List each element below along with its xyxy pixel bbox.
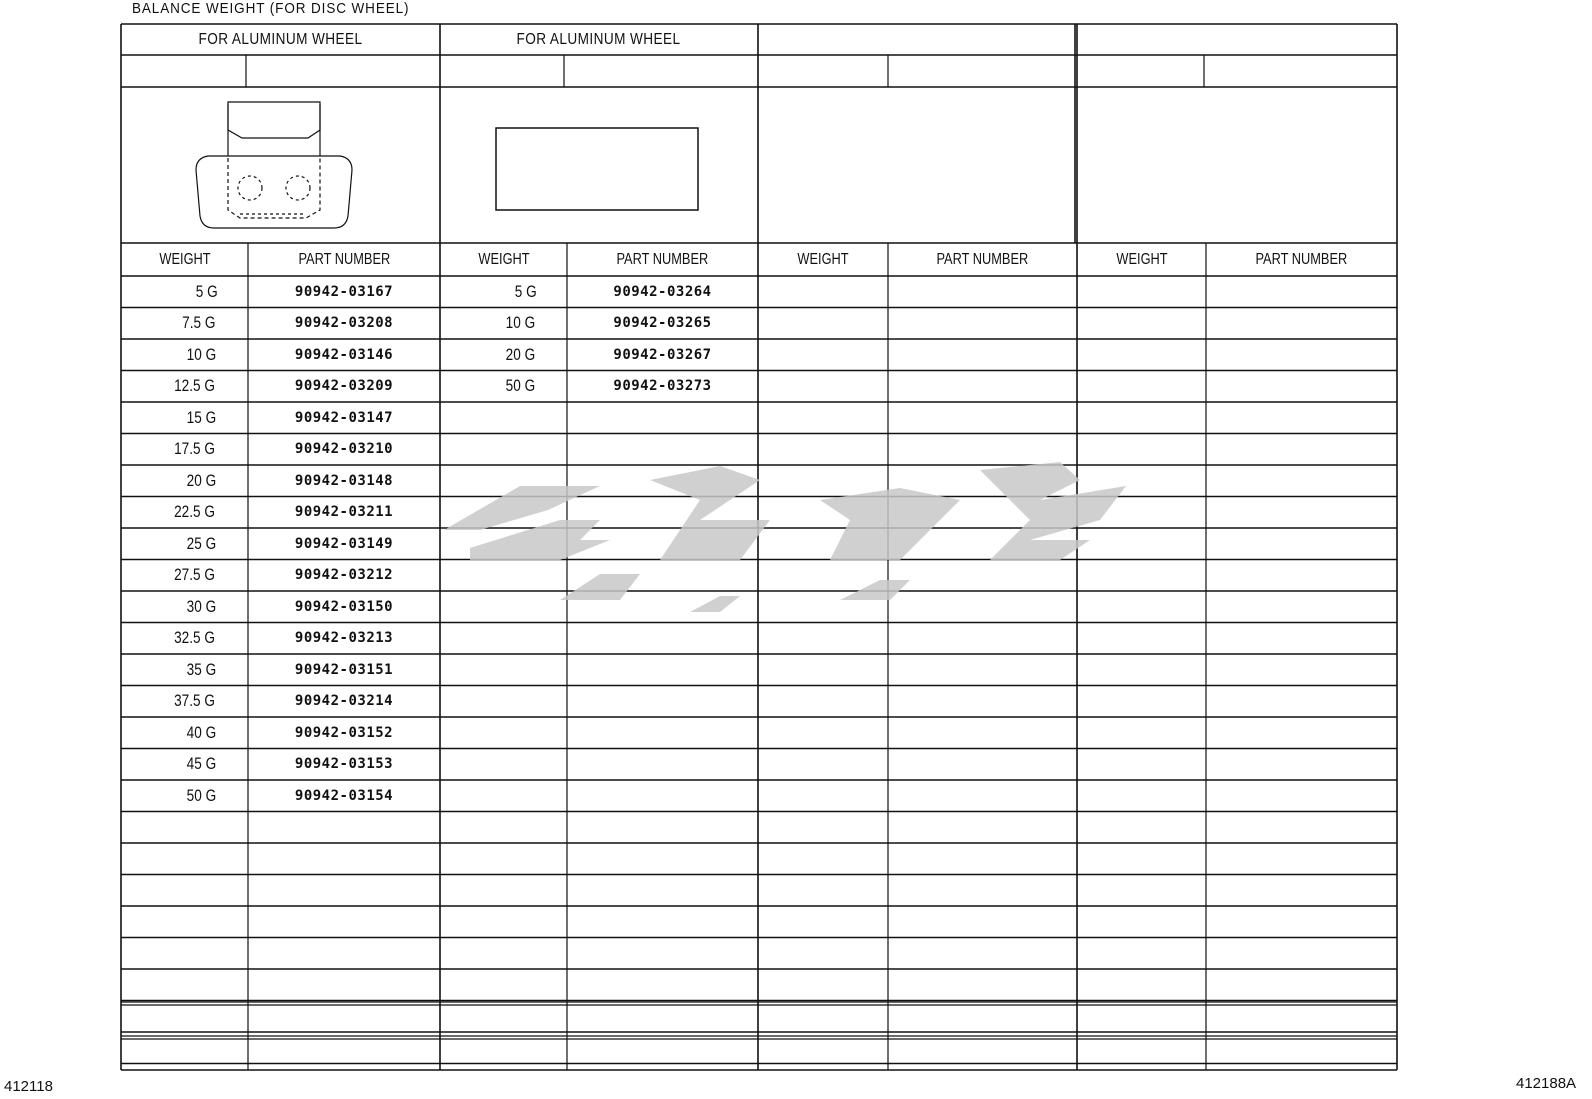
part-number-cell (248, 371, 440, 403)
part-number-cell (248, 591, 440, 623)
part-number-cell-text: 90942-03152 (294, 724, 394, 741)
group-header-text: FOR ALUMINUM WHEEL (198, 30, 363, 48)
weight-cell (440, 308, 539, 340)
weight-cell-text: 27.5 G (174, 565, 215, 585)
weight-cell (121, 434, 220, 466)
weight-cell (121, 591, 220, 623)
weight-cell (121, 717, 220, 749)
weight-cell-text: 22.5 G (174, 502, 215, 522)
part-number-cell-text: 90942-03267 (613, 346, 712, 363)
weight-cell-text: 40 G (186, 722, 217, 742)
adhesive-weight-drawing (496, 128, 698, 210)
part-number-cell-text: 90942-03208 (294, 315, 394, 332)
part-number-cell (248, 686, 440, 718)
weight-cell-text: 30 G (186, 596, 217, 616)
weight-cell (121, 749, 220, 781)
page-title: BALANCE WEIGHT (FOR DISC WHEEL) (132, 0, 410, 17)
part-number-cell (567, 308, 758, 340)
weight-cell-text: 17.5 G (174, 439, 215, 459)
part-number-cell (248, 654, 440, 686)
weight-cell-text: 5 G (195, 281, 218, 301)
weight-column-header-text: WEIGHT (1115, 250, 1168, 268)
weight-cell (121, 780, 220, 812)
weight-column-header-text: WEIGHT (477, 250, 530, 268)
part-number-cell-text: 90942-03147 (294, 409, 394, 426)
part-number-cell (248, 717, 440, 749)
weight-cell-text: 10 G (505, 313, 536, 333)
weight-cell-text: 15 G (186, 407, 217, 427)
part-number-cell (248, 465, 440, 497)
part-number-cell (248, 402, 440, 434)
weight-cell-text: 7.5 G (182, 313, 216, 333)
weight-cell (121, 276, 220, 308)
part-number-cell (248, 623, 440, 655)
weight-cell-text: 50 G (505, 376, 536, 396)
part-number-column-header (248, 243, 440, 276)
weight-cell (121, 686, 220, 718)
part-number-cell-text: 90942-03212 (294, 567, 394, 584)
weight-column-header (758, 243, 888, 276)
weight-cell (440, 371, 539, 403)
weight-column-header-text: WEIGHT (797, 250, 849, 268)
part-number-cell-text: 90942-03209 (294, 378, 394, 395)
part-number-cell-text: 90942-03214 (294, 693, 394, 710)
weight-column-header (440, 243, 567, 276)
group-header (440, 24, 758, 55)
part-number-cell (248, 339, 440, 371)
part-number-cell-text: 90942-03151 (294, 661, 394, 678)
weight-cell (121, 528, 220, 560)
part-number-cell-text: 90942-03154 (294, 787, 394, 804)
weight-column-header (1077, 243, 1206, 276)
weight-cell (440, 276, 539, 308)
weight-cell-text: 37.5 G (174, 691, 215, 711)
part-number-cell-text: 90942-03167 (294, 283, 394, 300)
part-number-column-header-text: PART NUMBER (298, 250, 390, 268)
part-number-cell-text: 90942-03148 (294, 472, 394, 489)
part-number-cell-text: 90942-03264 (613, 283, 712, 300)
part-number-column-header-text: PART NUMBER (616, 250, 709, 268)
weight-cell (121, 339, 220, 371)
part-number-cell (248, 780, 440, 812)
weight-column-header-text: WEIGHT (158, 250, 211, 268)
weight-cell (121, 497, 220, 529)
part-number-cell (248, 749, 440, 781)
part-number-cell (248, 528, 440, 560)
part-number-cell-text: 90942-03150 (294, 598, 394, 615)
part-number-column-header (567, 243, 758, 276)
figure-id-left: 412118 (4, 1078, 53, 1095)
part-number-column-header-text: PART NUMBER (936, 250, 1029, 268)
part-number-cell (567, 276, 758, 308)
weight-cell-text: 20 G (505, 344, 536, 364)
weight-cell-text: 20 G (186, 470, 217, 490)
part-number-cell-text: 90942-03153 (294, 756, 394, 773)
clip-on-weight-drawing (196, 102, 352, 228)
part-number-column-header (1206, 243, 1397, 276)
part-number-cell-text: 90942-03146 (294, 346, 394, 363)
watermark-logo (444, 462, 1126, 612)
weight-cell (121, 371, 220, 403)
weight-cell-text: 25 G (186, 533, 217, 553)
weight-cell-text: 5 G (514, 281, 537, 301)
figure-id-right: 412188A (1516, 1075, 1577, 1092)
weight-cell-text: 12.5 G (174, 376, 215, 396)
part-number-cell (248, 276, 440, 308)
part-number-cell (248, 497, 440, 529)
weight-cell-text: 32.5 G (174, 628, 215, 648)
weight-cell-text: 50 G (186, 785, 217, 805)
part-number-cell (248, 560, 440, 592)
weight-cell (121, 465, 220, 497)
part-number-cell (248, 308, 440, 340)
weight-cell (121, 623, 220, 655)
weight-cell (121, 560, 220, 592)
part-number-cell (567, 371, 758, 403)
part-number-column-header-text: PART NUMBER (1255, 250, 1348, 268)
part-number-column-header (888, 243, 1077, 276)
part-number-cell-text: 90942-03273 (613, 378, 712, 395)
weight-cell (121, 654, 220, 686)
part-number-cell-text: 90942-03213 (294, 630, 394, 647)
weight-column-header (121, 243, 248, 276)
weight-cell (121, 308, 220, 340)
weight-cell (121, 402, 220, 434)
weight-cell (440, 339, 539, 371)
part-number-cell (567, 339, 758, 371)
group-header-text: FOR ALUMINUM WHEEL (516, 30, 682, 48)
part-number-cell (248, 434, 440, 466)
weight-cell-text: 45 G (186, 754, 217, 774)
part-number-cell-text: 90942-03210 (294, 441, 394, 458)
weight-cell-text: 10 G (186, 344, 217, 364)
part-number-cell-text: 90942-03149 (294, 535, 394, 552)
part-number-cell-text: 90942-03265 (613, 315, 712, 332)
group-header (121, 24, 440, 55)
weight-cell-text: 35 G (186, 659, 217, 679)
part-number-cell-text: 90942-03211 (294, 504, 394, 521)
